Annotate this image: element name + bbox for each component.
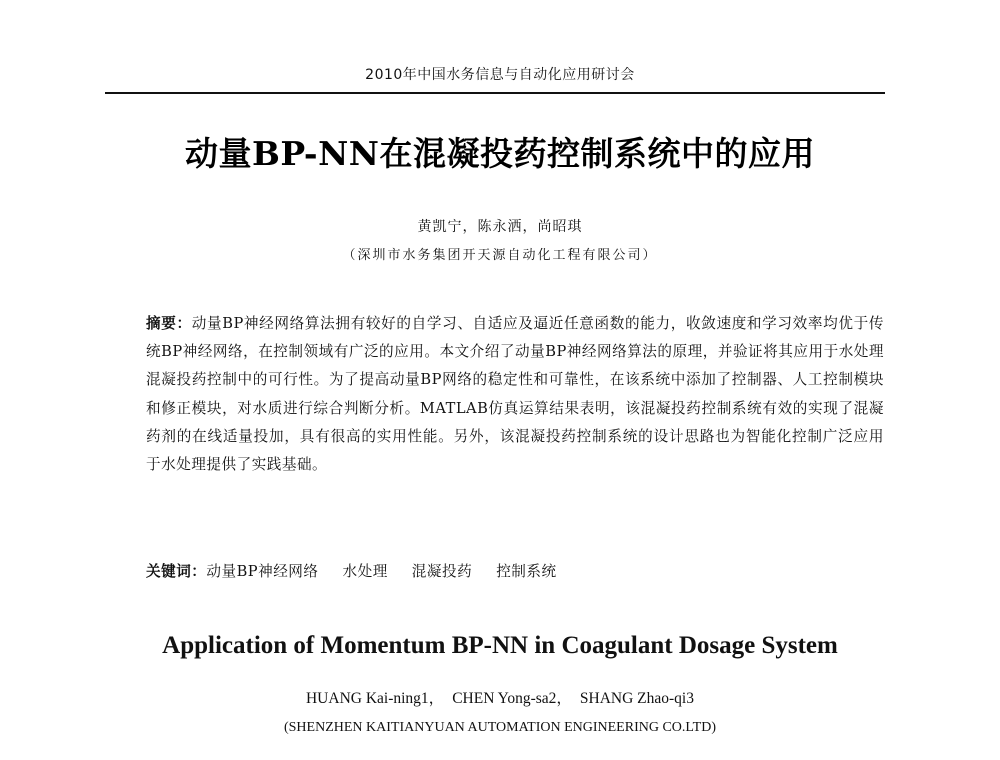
keyword: 控制系统: [496, 563, 557, 580]
paper-title-cn: 动量BP-NN在混凝投药控制系统中的应用: [185, 134, 815, 173]
author-en: SHANG Zhao-qi3: [579, 690, 694, 707]
affiliation-cn: （深圳市水务集团开天源自动化工程有限公司）: [342, 248, 658, 263]
abstract: [146, 310, 884, 479]
authors-cn: 黄凯宁，陈永洒，尚昭琪: [417, 219, 583, 235]
authors-en: [0, 686, 1000, 708]
paper-title-en: Application of Momentum BP-NN in Coagulant Dosage System: [162, 632, 838, 659]
author-en: HUANG Kai-ning1，: [305, 690, 445, 707]
abstract-text: 动量BP神经网络算法拥有较好的自学习、自适应及逼近任意函数的能力，收敛速度和学习效率均优于传统BP神经网络，在控制领域有广泛的应用。本文介绍了动量BP神经网络算法的原理，并验证将其应用于水处理混凝投药控制中的可行性。为了提高动量BP网络的稳定性和可靠性，在该系统中添加了控制器、人工控制模块和修正模块，对水质进行综合判断分析。MATLAB仿真运算结果表明，该混凝投药控制系统有效的实现了混凝药剂的在线适量投加，具有很高的实用性能。另外，该混凝投药控制系统的设计思路也为智能化控制广泛应用于水处理提供了实践基础。: [146, 315, 884, 474]
running-header: 2010年中国水务信息与自动化应用研讨会: [365, 67, 635, 83]
author-en: CHEN Yong-sa2，: [452, 690, 572, 707]
keywords: [146, 560, 884, 581]
keyword: 动量BP神经网络: [206, 563, 319, 580]
abstract-label: 摘要：: [146, 315, 192, 332]
keywords-label: 关键词：: [146, 563, 207, 580]
affiliation-en: (SHENZHEN KAITIANYUAN AUTOMATION ENGINEERING CO.LTD): [283, 720, 716, 735]
keyword: 水处理: [342, 563, 388, 580]
keyword: 混凝投药: [411, 563, 473, 580]
header-rule: [105, 92, 885, 94]
